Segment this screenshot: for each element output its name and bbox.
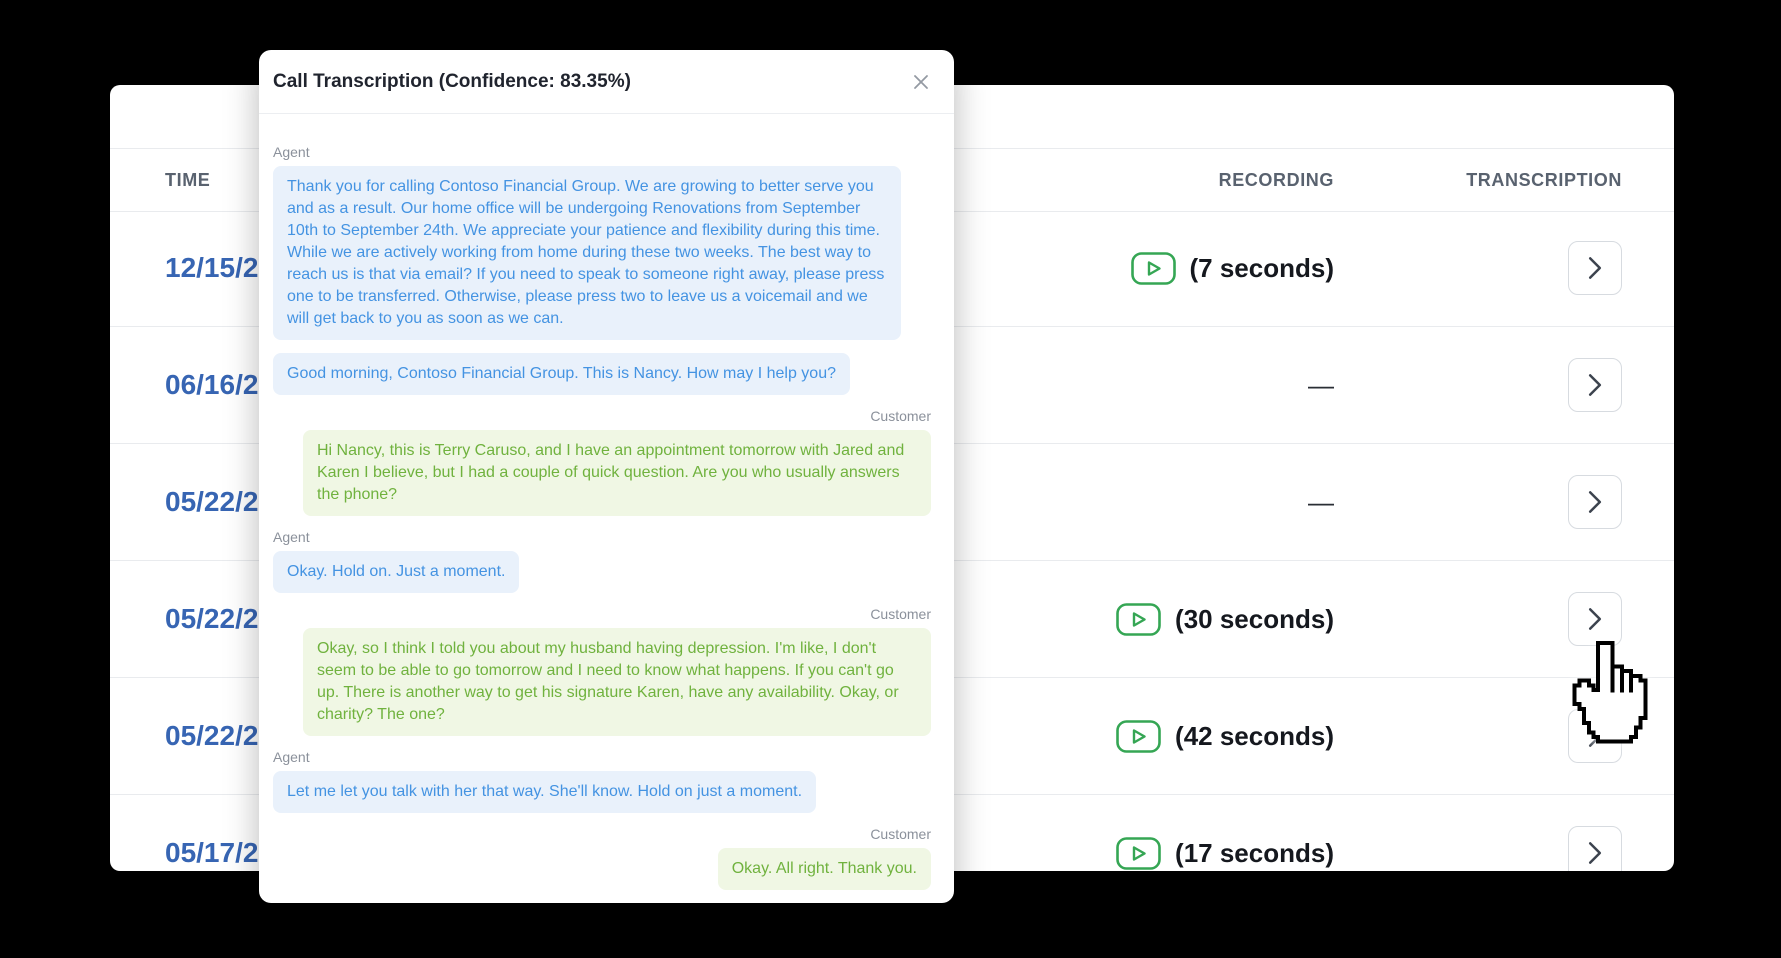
column-header-time: TIME bbox=[165, 169, 211, 190]
call-time-link[interactable]: 05/22/2 bbox=[165, 603, 259, 634]
chevron-right-icon bbox=[1569, 475, 1621, 529]
play-icon bbox=[1116, 837, 1161, 870]
no-recording-dash: — bbox=[1308, 369, 1334, 400]
chat-bubble: Thank you for calling Contoso Financial Group. We are growing to better serve you and as a result. Our home office will be undergoing Renovations from September 10th to September 24th. We appreciate your patience and flexibility during this time. While we are actively working from home during these two weeks. The best way to reach us is that via email? If you need to speak to someone right away, please press one to be transferred. Otherwise, please press two to leave us a voicemail and we will get back to you as soon as we can. bbox=[273, 166, 901, 340]
speaker-label: Agent bbox=[273, 144, 310, 160]
modal-header bbox=[259, 50, 954, 114]
open-transcription-button[interactable] bbox=[1568, 358, 1622, 412]
open-transcription-button[interactable] bbox=[1568, 241, 1622, 295]
play-icon bbox=[1131, 252, 1176, 285]
recording-duration: (30 seconds) bbox=[1175, 603, 1334, 634]
call-time-link[interactable]: 06/16/2 bbox=[165, 369, 259, 400]
play-icon bbox=[1116, 720, 1161, 753]
recording-duration: (17 seconds) bbox=[1175, 837, 1334, 868]
speaker-label: Agent bbox=[273, 749, 310, 765]
play-recording-button[interactable] bbox=[1131, 252, 1176, 285]
chat-bubble: Okay. Hold on. Just a moment. bbox=[273, 551, 519, 593]
play-recording-button[interactable] bbox=[1116, 720, 1161, 753]
play-icon bbox=[1116, 603, 1161, 636]
transcript-message bbox=[273, 529, 931, 593]
open-transcription-button[interactable] bbox=[1568, 475, 1622, 529]
chat-bubble: Okay. All right. Thank you. bbox=[718, 848, 931, 890]
speaker-label: Customer bbox=[870, 826, 931, 842]
transcript-message bbox=[273, 749, 931, 813]
recording-duration: (42 seconds) bbox=[1175, 720, 1334, 751]
speaker-label: Customer bbox=[870, 606, 931, 622]
play-recording-button[interactable] bbox=[1116, 603, 1161, 636]
chevron-right-icon bbox=[1569, 826, 1621, 871]
transcript-message bbox=[273, 144, 931, 340]
transcription-modal bbox=[259, 50, 954, 903]
hand-cursor bbox=[1570, 636, 1650, 751]
transcript-message bbox=[273, 353, 931, 395]
speaker-label: Agent bbox=[273, 529, 310, 545]
chat-bubble: Hi Nancy, this is Terry Caruso, and I have an appointment tomorrow with Jared and Karen I believe, but I had a couple of quick question. Are you who usually answers the phone? bbox=[303, 430, 931, 516]
transcript-message bbox=[273, 408, 931, 516]
no-recording-dash: — bbox=[1308, 486, 1334, 517]
transcript-message bbox=[273, 606, 931, 736]
recording-duration: (7 seconds) bbox=[1189, 252, 1334, 283]
call-time-link[interactable]: 05/22/2 bbox=[165, 486, 259, 517]
call-time-link[interactable]: 12/15/2 bbox=[165, 252, 259, 283]
transcript-message bbox=[273, 826, 931, 890]
chat-bubble: Good morning, Contoso Financial Group. This is Nancy. How may I help you? bbox=[273, 353, 850, 395]
chevron-right-icon bbox=[1569, 241, 1621, 295]
chat-bubble: Let me let you talk with her that way. She'll know. Hold on just a moment. bbox=[273, 771, 816, 813]
play-recording-button[interactable] bbox=[1116, 837, 1161, 870]
chevron-right-icon bbox=[1569, 358, 1621, 412]
modal-title: Call Transcription (Confidence: 83.35%) bbox=[273, 70, 631, 92]
call-time-link[interactable]: 05/22/2 bbox=[165, 720, 259, 751]
call-time-link[interactable]: 05/17/2 bbox=[165, 837, 259, 868]
transcript-messages bbox=[259, 114, 954, 903]
column-header-transcription: TRANSCRIPTION bbox=[1466, 169, 1622, 190]
speaker-label: Customer bbox=[870, 408, 931, 424]
close-icon[interactable] bbox=[910, 71, 932, 93]
open-transcription-button[interactable] bbox=[1568, 826, 1622, 871]
chat-bubble: Okay, so I think I told you about my husband having depression. I'm like, I don't seem to be able to go tomorrow and I need to know what happens. If you can't go up. There is another way to get his signature Karen, have any availability. Okay, or charity? The one? bbox=[303, 628, 931, 736]
column-header-recording: RECORDING bbox=[1218, 169, 1334, 190]
